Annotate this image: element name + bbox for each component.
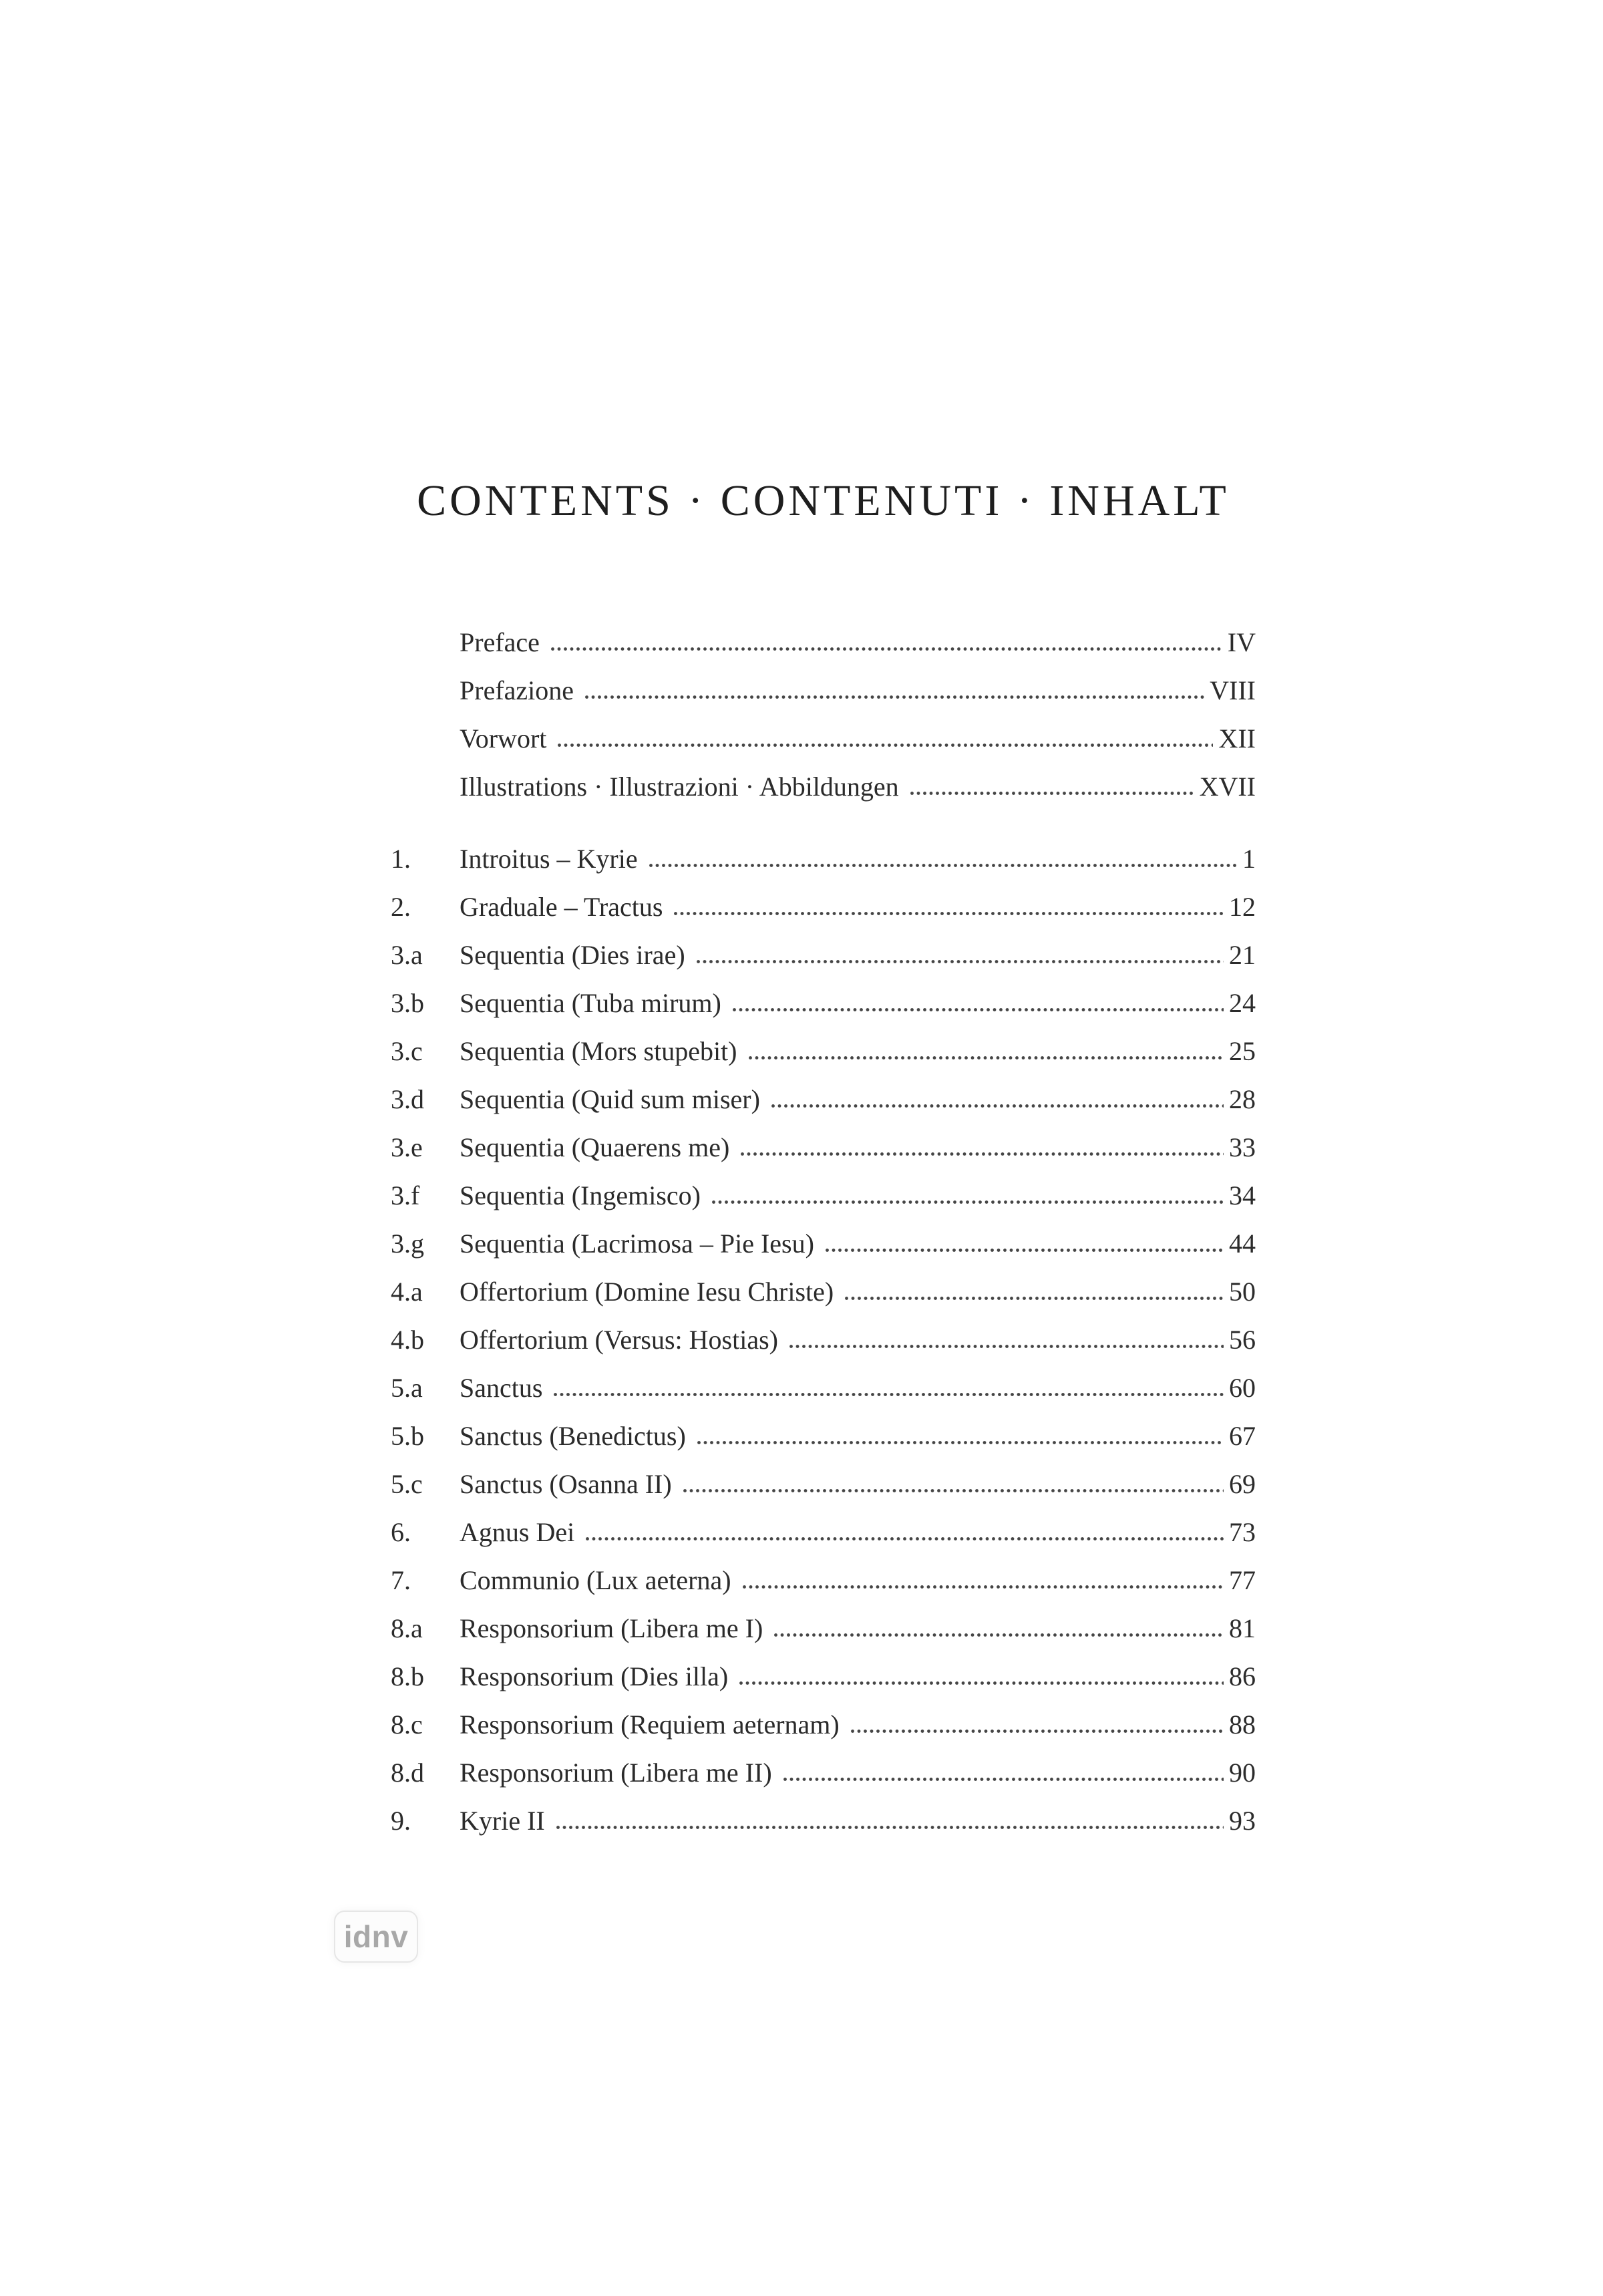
item-page-number: 69 bbox=[1229, 1469, 1256, 1499]
dot-leader bbox=[673, 909, 1224, 916]
item-number: 3.a bbox=[391, 940, 423, 970]
dot-leader bbox=[773, 1631, 1224, 1637]
toc-row bbox=[391, 979, 1256, 1027]
item-title: Sanctus (Benedictus) bbox=[460, 1421, 686, 1451]
toc-row bbox=[391, 1364, 1256, 1412]
idnv-logo bbox=[334, 1911, 418, 1963]
item-page-number: 60 bbox=[1229, 1373, 1256, 1403]
dot-leader bbox=[556, 1823, 1224, 1830]
toc-row bbox=[391, 1508, 1256, 1556]
item-title: Illustrations · Illustrazioni · Abbildungen bbox=[460, 772, 899, 802]
item-number: 8.c bbox=[391, 1709, 423, 1740]
toc-row bbox=[391, 1556, 1256, 1605]
front-matter-block bbox=[391, 619, 1256, 811]
item-title: Sequentia (Lacrimosa – Pie Iesu) bbox=[460, 1228, 814, 1259]
toc-row bbox=[391, 1220, 1256, 1268]
item-number: 5.a bbox=[391, 1373, 423, 1403]
toc-row bbox=[391, 835, 1256, 883]
dot-leader bbox=[825, 1246, 1224, 1253]
dot-leader bbox=[740, 1150, 1224, 1156]
item-page-number: 12 bbox=[1229, 892, 1256, 922]
idnv-logo-text: idnv bbox=[343, 1919, 409, 1954]
toc-row bbox=[391, 715, 1256, 763]
item-page-number: 93 bbox=[1229, 1806, 1256, 1836]
toc-row bbox=[391, 1605, 1256, 1653]
dot-leader bbox=[844, 1294, 1224, 1301]
toc-row bbox=[391, 1124, 1256, 1172]
item-page-number: 86 bbox=[1229, 1661, 1256, 1691]
item-title: Offertorium (Versus: Hostias) bbox=[460, 1325, 778, 1355]
dot-leader bbox=[683, 1486, 1224, 1493]
item-title: Introitus – Kyrie bbox=[460, 844, 638, 874]
item-page-number: 1 bbox=[1242, 844, 1256, 874]
item-page-number: 73 bbox=[1229, 1517, 1256, 1547]
toc-row bbox=[391, 1653, 1256, 1701]
item-number: 3.e bbox=[391, 1132, 423, 1162]
movements-block bbox=[391, 835, 1256, 1845]
item-page-number: IV bbox=[1227, 627, 1256, 657]
dot-leader bbox=[649, 861, 1237, 868]
item-number: 1. bbox=[391, 844, 411, 874]
toc-row bbox=[391, 1268, 1256, 1316]
dot-leader bbox=[696, 957, 1224, 964]
item-page-number: 33 bbox=[1229, 1132, 1256, 1162]
item-page-number: XVII bbox=[1199, 772, 1256, 802]
item-page-number: VIII bbox=[1210, 675, 1256, 705]
item-title: Sequentia (Mors stupebit) bbox=[460, 1036, 737, 1066]
dot-leader bbox=[789, 1342, 1224, 1349]
item-title: Responsorium (Dies illa) bbox=[460, 1661, 729, 1691]
item-title: Preface bbox=[460, 627, 540, 657]
item-title: Agnus Dei bbox=[460, 1517, 575, 1547]
dot-leader bbox=[739, 1679, 1224, 1685]
item-number: 3.g bbox=[391, 1228, 424, 1259]
item-page-number: 67 bbox=[1229, 1421, 1256, 1451]
item-title: Sequentia (Quaerens me) bbox=[460, 1132, 730, 1162]
item-page-number: 24 bbox=[1229, 988, 1256, 1018]
dot-leader bbox=[771, 1102, 1224, 1108]
item-title: Kyrie II bbox=[460, 1806, 545, 1836]
item-number: 3.d bbox=[391, 1084, 424, 1114]
table-of-contents bbox=[391, 619, 1256, 1845]
page-title: CONTENTS · CONTENUTI · INHALT bbox=[417, 476, 1230, 525]
item-title: Responsorium (Libera me I) bbox=[460, 1613, 763, 1643]
dot-leader bbox=[850, 1727, 1224, 1734]
item-title: Prefazione bbox=[460, 675, 574, 705]
item-page-number: 50 bbox=[1229, 1277, 1256, 1307]
item-title: Responsorium (Libera me II) bbox=[460, 1758, 772, 1788]
dot-leader bbox=[783, 1775, 1224, 1782]
item-page-number: 56 bbox=[1229, 1325, 1256, 1355]
item-number: 9. bbox=[391, 1806, 411, 1836]
toc-row bbox=[391, 1027, 1256, 1076]
dot-leader bbox=[557, 741, 1213, 748]
item-number: 2. bbox=[391, 892, 411, 922]
item-number: 5.b bbox=[391, 1421, 424, 1451]
item-page-number: 34 bbox=[1229, 1180, 1256, 1210]
item-title: Sanctus bbox=[460, 1373, 543, 1403]
item-page-number: 90 bbox=[1229, 1758, 1256, 1788]
item-page-number: 21 bbox=[1229, 940, 1256, 970]
item-title: Sequentia (Ingemisco) bbox=[460, 1180, 701, 1210]
item-title: Sequentia (Dies irae) bbox=[460, 940, 685, 970]
item-title: Vorwort bbox=[460, 723, 547, 754]
dot-leader bbox=[697, 1438, 1224, 1445]
item-page-number: XII bbox=[1218, 723, 1256, 754]
toc-row bbox=[391, 1316, 1256, 1364]
dot-leader bbox=[748, 1053, 1224, 1060]
item-title: Offertorium (Domine Iesu Christe) bbox=[460, 1277, 834, 1307]
dot-leader bbox=[553, 1390, 1224, 1397]
dot-leader bbox=[732, 1005, 1224, 1012]
dot-leader bbox=[550, 645, 1222, 651]
item-number: 8.b bbox=[391, 1661, 424, 1691]
toc-row bbox=[391, 1172, 1256, 1220]
item-page-number: 81 bbox=[1229, 1613, 1256, 1643]
toc-row bbox=[391, 667, 1256, 715]
toc-row bbox=[391, 1412, 1256, 1460]
item-number: 3.b bbox=[391, 988, 424, 1018]
item-page-number: 44 bbox=[1229, 1228, 1256, 1259]
toc-row bbox=[391, 1701, 1256, 1749]
dot-leader bbox=[910, 789, 1194, 796]
toc-row bbox=[391, 883, 1256, 931]
item-title: Sequentia (Quid sum miser) bbox=[460, 1084, 760, 1114]
item-page-number: 88 bbox=[1229, 1709, 1256, 1740]
item-title: Graduale – Tractus bbox=[460, 892, 663, 922]
toc-row bbox=[391, 931, 1256, 979]
item-number: 3.f bbox=[391, 1180, 420, 1210]
dot-leader bbox=[742, 1583, 1224, 1589]
item-number: 5.c bbox=[391, 1469, 423, 1499]
item-number: 4.a bbox=[391, 1277, 423, 1307]
toc-row bbox=[391, 1076, 1256, 1124]
item-number: 4.b bbox=[391, 1325, 424, 1355]
item-page-number: 25 bbox=[1229, 1036, 1256, 1066]
item-page-number: 77 bbox=[1229, 1565, 1256, 1595]
toc-row bbox=[391, 1460, 1256, 1508]
toc-row bbox=[391, 1749, 1256, 1797]
item-title: Sanctus (Osanna II) bbox=[460, 1469, 672, 1499]
item-number: 7. bbox=[391, 1565, 411, 1595]
item-number: 6. bbox=[391, 1517, 411, 1547]
toc-row bbox=[391, 763, 1256, 811]
item-page-number: 28 bbox=[1229, 1084, 1256, 1114]
toc-row bbox=[391, 1797, 1256, 1845]
dot-leader bbox=[711, 1198, 1224, 1204]
item-title: Sequentia (Tuba mirum) bbox=[460, 988, 721, 1018]
item-number: 8.a bbox=[391, 1613, 423, 1643]
item-number: 8.d bbox=[391, 1758, 424, 1788]
item-number: 3.c bbox=[391, 1036, 423, 1066]
item-title: Communio (Lux aeterna) bbox=[460, 1565, 731, 1595]
toc-row bbox=[391, 619, 1256, 667]
item-title: Responsorium (Requiem aeternam) bbox=[460, 1709, 840, 1740]
dot-leader bbox=[585, 1534, 1224, 1541]
dot-leader bbox=[584, 693, 1204, 699]
